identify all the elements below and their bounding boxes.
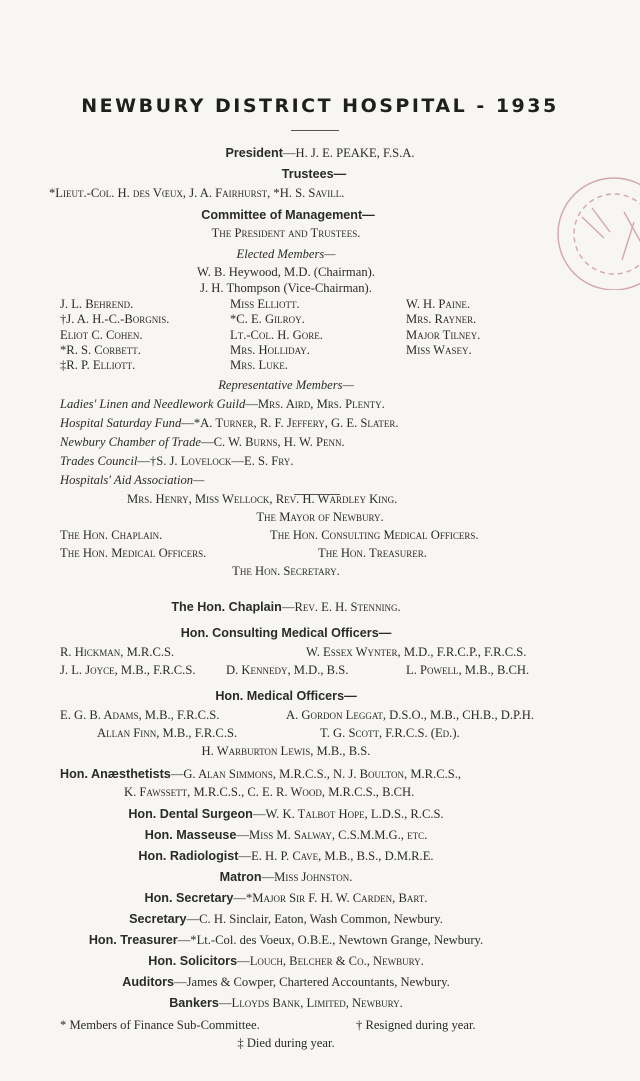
auditors-label: Auditors [122, 975, 175, 989]
anaesthetists-names-cont: K. Fawssett, M.R.C.S., C. E. R. Wood, M.R.C.S., B.CH. [124, 785, 415, 799]
aid-association-label: Hospitals' Aid Association— [60, 473, 205, 487]
member-name: Major Tilney. [406, 327, 481, 342]
footnote-finance: * Members of Finance Sub-Committee. [60, 1018, 260, 1032]
radiologist-name: —E. H. P. Cave, M.B., B.S., D.M.R.E. [238, 849, 434, 863]
auditors-name: —James & Cowper, Chartered Accountants, Newbury. [174, 975, 450, 989]
member-name: *R. S. Corbett. [60, 342, 141, 357]
page-title: NEWBURY DISTRICT HOSPITAL - 1935 [81, 95, 559, 117]
solicitors-name: —Louch, Belcher & Co., Newbury. [237, 954, 424, 968]
hon-secretary-label: Hon. Secretary [144, 891, 234, 905]
members-column-middle [230, 297, 323, 373]
medical-officer: E. G. B. Adams, M.B., F.R.C.S. [60, 708, 220, 722]
members-column-left [60, 297, 169, 373]
solicitors-label: Hon. Solicitors [148, 954, 238, 968]
representative-heading: Representative Members— [218, 378, 354, 392]
matron-name: —Miss Johnston. [261, 870, 353, 884]
vice-chairman-line: J. H. Thompson (Vice-Chairman). [200, 281, 372, 295]
representative-chamber [60, 435, 345, 450]
solicitors-line [0, 954, 606, 969]
consulting-officer: J. L. Joyce, M.B., F.R.C.S. [60, 663, 196, 677]
trades-council-names: —†S. J. Lovelock—E. S. Fry. [137, 454, 294, 468]
library-stamp [552, 172, 640, 290]
footnote-resigned: † Resigned during year. [356, 1018, 476, 1032]
committee-heading: Committee of Management— [201, 208, 375, 222]
chaplain-label: The Hon. Chaplain [171, 600, 282, 614]
mayor-line: The Mayor of Newbury. [256, 510, 384, 524]
anaesthetists-label: Hon. Anæsthetists [60, 767, 171, 781]
trades-council-label: Trades Council [60, 454, 138, 468]
trustees-heading: Trustees— [281, 167, 347, 181]
member-name: Miss Wasey. [406, 342, 472, 357]
president-label: President [225, 146, 283, 160]
saturday-fund-names: —*A. Turner, R. F. Jeffery, G. E. Slater. [181, 416, 399, 430]
saturday-fund-label: Hospital Saturday Fund [60, 416, 182, 430]
dental-surgeon-label: Hon. Dental Surgeon [128, 807, 253, 821]
member-name: W. H. Paine. [406, 297, 471, 311]
masseuse-label: Hon. Masseuse [144, 828, 237, 842]
member-name: †J. A. H.-C.-Borgnis. [60, 312, 170, 327]
secretary-line [0, 912, 606, 927]
masseuse-name: —Miss M. Salway, C.S.M.M.G., etc. [236, 828, 428, 842]
member-name: Mrs. Luke. [230, 358, 288, 373]
treasurer-label: Hon. Treasurer [88, 933, 178, 947]
bankers-line [0, 996, 606, 1011]
anaesthetists-names: —G. Alan Simmons, M.R.C.S., N. J. Boulton, M.R.C.S., [170, 767, 462, 781]
representative-saturday [60, 416, 399, 431]
medical-officer: A. Gordon Leggat, D.S.O., M.B., CH.B., D.P.H. [286, 708, 534, 722]
secretary-label: Secretary [129, 912, 187, 926]
consulting-officer: R. Hickman, M.R.C.S. [60, 645, 175, 659]
chaplain-name: —Rev. E. H. Stenning. [281, 600, 401, 614]
title-divider [291, 130, 339, 131]
president-line [0, 146, 640, 161]
consulting-officer: L. Powell, M.B., B.CH. [406, 663, 530, 677]
medical-officer: T. G. Scott, F.R.C.S. (Ed.). [320, 726, 460, 740]
dental-surgeon-line [0, 807, 606, 822]
ex-officio-consulting: The Hon. Consulting Medical Officers. [270, 528, 479, 542]
hon-secretary-name: —*Major Sir F. H. W. Carden, Bart. [233, 891, 428, 905]
hon-secretary-line [0, 891, 606, 906]
member-name: Miss Elliott. [230, 297, 300, 311]
members-column-right [406, 297, 480, 358]
committee-subline: The President and Trustees. [211, 226, 361, 240]
chamber-of-trade-label: Newbury Chamber of Trade [60, 435, 201, 449]
consulting-heading: Hon. Consulting Medical Officers— [180, 626, 392, 640]
member-name: Mrs. Holliday. [230, 342, 310, 357]
ladies-guild-names: —Mrs. Aird, Mrs. Plenty. [245, 397, 385, 411]
matron-label: Matron [219, 870, 262, 884]
president-name: —H. J. E. PEAKE, F.S.A. [282, 146, 415, 160]
bankers-name: —Lloyds Bank, Limited, Newbury. [218, 996, 403, 1010]
member-name: Lt.-Col. H. Gore. [230, 327, 323, 342]
medical-officer: Allan Finn, M.B., F.R.C.S. [97, 726, 238, 740]
bankers-label: Bankers [169, 996, 219, 1010]
medical-heading: Hon. Medical Officers— [215, 689, 357, 703]
trustees-names: *Lieut.-Col. H. des Vœux, J. A. Fairhurst, *H. S. Savill. [49, 186, 345, 200]
treasurer-name: —*Lt.-Col. des Voeux, O.B.E., Newtown Grange, Newbury. [177, 933, 484, 947]
radiologist-label: Hon. Radiologist [138, 849, 239, 863]
member-name: Eliot C. Cohen. [60, 327, 143, 342]
representative-trades [60, 454, 293, 469]
anaesthetists-line [60, 767, 461, 782]
footnote-died: ‡ Died during year. [237, 1036, 335, 1050]
section-divider [294, 494, 340, 495]
consulting-officer: W. Essex Wynter, M.D., F.R.C.P., F.R.C.S. [306, 645, 527, 659]
treasurer-line [0, 933, 606, 948]
medical-officer: H. Warburton Lewis, M.B., B.S. [201, 744, 371, 758]
auditors-line [0, 975, 606, 990]
chaplain-line [0, 600, 606, 615]
ladies-guild-label: Ladies' Linen and Needlework Guild [60, 397, 246, 411]
radiologist-line [0, 849, 606, 864]
ex-officio-medical: The Hon. Medical Officers. [60, 546, 207, 560]
dental-surgeon-name: —W. K. Talbot Hope, L.D.S., R.C.S. [252, 807, 444, 821]
ex-officio-secretary: The Hon. Secretary. [232, 564, 340, 578]
ex-officio-chaplain: The Hon. Chaplain. [60, 528, 163, 542]
matron-line [0, 870, 606, 885]
representative-ladies [60, 397, 385, 412]
member-name: *C. E. Gilroy. [230, 312, 305, 327]
masseuse-line [0, 828, 606, 843]
member-name: Mrs. Rayner. [406, 312, 477, 327]
secretary-name: —C. H. Sinclair, Eaton, Wash Common, Newbury. [186, 912, 443, 926]
member-name: ‡R. P. Elliott. [60, 358, 136, 373]
elected-heading: Elected Members— [236, 247, 336, 261]
ex-officio-treasurer: The Hon. Treasurer. [318, 546, 427, 560]
member-name: J. L. Behrend. [60, 297, 134, 311]
aid-association-names: Mrs. Henry, Miss Wellock, Rev. H. Wardley King. [127, 492, 398, 506]
consulting-officer: D. Kennedy, M.D., B.S. [226, 663, 349, 677]
chairman-line: W. B. Heywood, M.D. (Chairman). [197, 265, 375, 279]
chamber-of-trade-names: —C. W. Burns, H. W. Penn. [201, 435, 345, 449]
